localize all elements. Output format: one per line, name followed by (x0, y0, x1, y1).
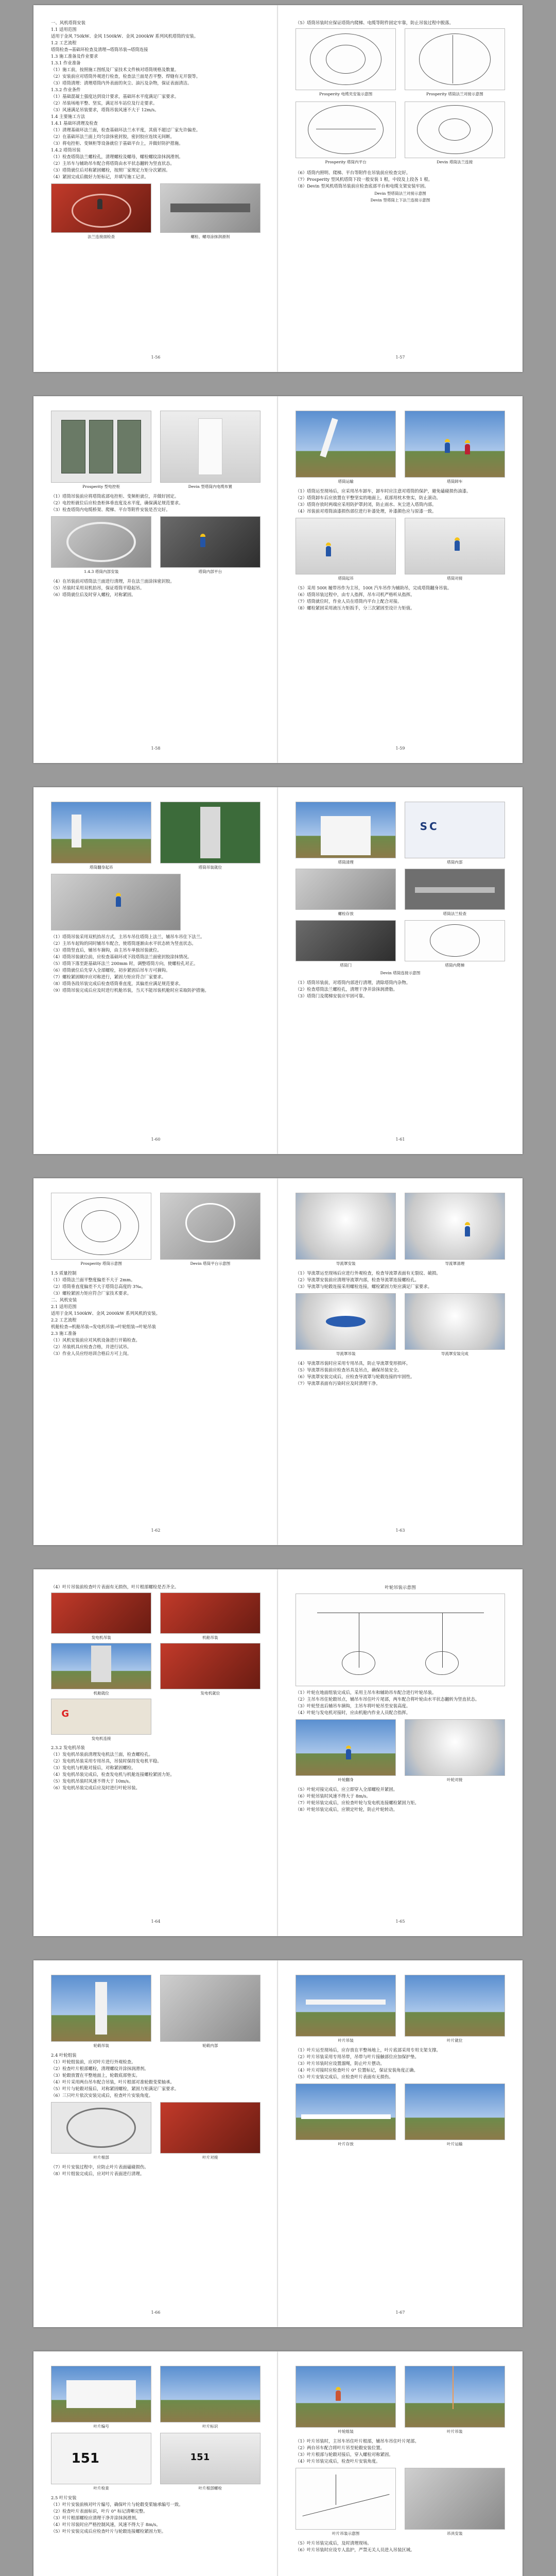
text-line: （6）塔筒吊装过程中，由专人指挥，吊车司机严格听从指挥。 (296, 591, 415, 597)
page-text (51, 578, 260, 598)
text-line: （3）叶片根部螺栓应清理干净并涂抹润滑剂。 (51, 2515, 140, 2520)
text-line: （3）叶片吊装时应设置溜绳，防止叶片摆动。 (296, 2060, 385, 2066)
text-line: （3）将电控柜、变频柜等设备就位于基础平台上，并做好防护措施。 (51, 141, 183, 146)
text-line: （6）塔筒就位后先穿入全部螺栓，初步紧固后吊车方可摘钩。 (51, 967, 170, 973)
text-line: （6）三只叶片依次安装完成后，检查叶片安装角度。 (51, 2092, 153, 2098)
text-line: （1）基础混凝土强度达到设计要求，基础环水平度满足厂家要求。 (51, 94, 179, 99)
document-page-9 (33, 1569, 278, 1936)
page-text (51, 1584, 260, 1590)
document-page-11 (33, 1960, 278, 2327)
text-line: （4）发电机吊装完成后，检查发电机与机舱连接螺栓紧固力矩。 (51, 1772, 175, 1777)
figure-caption: 叶片吊装 (447, 2429, 463, 2434)
text-line: 2.5 叶片安装 (51, 2495, 77, 2500)
text-line: （2）两台吊车配合将叶片吊至轮毂安装位置。 (296, 2445, 385, 2450)
text-line: （3）风速满足吊装要求，塔筒吊装风速不大于 12m/s。 (51, 107, 159, 113)
page-text (296, 1270, 505, 1290)
text-line: （1）发电机吊装前清理发电机法兰面，检查螺栓孔。 (51, 1752, 153, 1757)
text-line: （1）塔筒吊装前应将塔筒底部电控柜、变频柜就位，并做好固定。 (51, 493, 179, 499)
page-text (51, 493, 260, 513)
diagram-title: 叶轮吊装示意图 (385, 1585, 416, 1590)
text-line: （2）检查叶片根部螺栓，清理螺纹并涂抹润滑剂。 (51, 2065, 149, 2071)
photo-nose-cone-done (405, 1293, 505, 1350)
figure-caption: 发电机就位 (200, 1690, 220, 1696)
page-number: 1-59 (395, 745, 405, 751)
photo-hub-lift (51, 1975, 151, 2042)
photo-rotor-flip (296, 1719, 396, 1776)
page-text (51, 2164, 260, 2177)
figure-caption: 螺栓、螺母涂抹润滑剂 (190, 234, 230, 240)
photo-hub-interior (160, 1975, 260, 2042)
figure-caption: 发电机连接 (91, 1736, 111, 1741)
figure-caption: 塔筒内部平台 (198, 569, 222, 574)
page-text (51, 2052, 260, 2099)
text-line: （8）螺栓紧固采用液压力矩扳手，分三次紧固至设计力矩值。 (296, 605, 415, 611)
text-line: （3）叶轮竖直后辅吊车摘钩，主吊车将叶轮吊至安装高度。 (296, 1703, 411, 1709)
text-line: （2）吊装场地平整、坚实，满足吊车站位及行走要求。 (51, 100, 158, 106)
document-page-2 (278, 5, 523, 372)
text-line: （5）叶片安装完成后，应检查叶片表面有无损伤。 (296, 2074, 393, 2079)
document-page-4 (278, 396, 523, 763)
photo-nacelle-lift (160, 1592, 260, 1634)
figure-caption: Devin 塔筒平台示意图 (190, 1261, 231, 1266)
photo-rotor-assembly (296, 2366, 396, 2428)
text-line: （4）叶片采用两台吊车配合吊装，叶片根部对准轮毂变桨轴承。 (51, 2079, 175, 2084)
text-line: （1）施工前，按照施工图纸及厂家技术文件核对塔筒规格及数量。 (51, 67, 179, 73)
text-line: （8）塔筒各段吊装完成后检查塔筒垂直度，其偏差应满足规范要求。 (51, 980, 183, 986)
figure-caption: 叶片存放 (338, 2141, 354, 2146)
figure-caption: 塔筒运输 (338, 479, 354, 484)
text-line: （2）塔筒垂直度偏差不大于塔筒总高度的 3‰。 (51, 1283, 146, 1289)
text-line: （2）主吊车起钩的同时辅吊车配合，使塔筒逐渐由水平状态转为竖直状态。 (51, 940, 196, 946)
photo-cable-layout (160, 411, 260, 483)
photo-tower-lifting (296, 518, 396, 574)
text-line: （2）检查叶片表面标识，叶片 0° 标记清晰完整。 (51, 2508, 148, 2514)
figure-caption: Prosperity 塔筒法兰对接示意图 (426, 92, 483, 97)
text-line: 1.2 工艺流程 (51, 40, 77, 46)
photo-bolt-storage (296, 869, 396, 910)
text-line: （6）塔筒内照明、爬梯、平台等附件在吊装前应检查完好。 (296, 170, 411, 175)
page-text (51, 1270, 260, 1357)
figure-caption: Prosperity 电缆夹安装示意图 (319, 92, 373, 97)
figure-caption: 叶片对接 (202, 2155, 218, 2160)
page-number: 1-67 (395, 2310, 405, 2315)
photo-nose-cone (296, 1193, 396, 1260)
text-line: （2）检查塔筒法兰螺栓孔，清理干净并涂抹润滑脂。 (296, 987, 397, 992)
page-text (296, 1786, 505, 1813)
page-number: 1-64 (151, 1919, 161, 1924)
text-line: 1.4 主要施工方法 (51, 114, 85, 120)
text-line: （4）吊装前对塔筒油漆损伤部位进行补漆处理，补漆颜色应与原漆一致。 (296, 508, 437, 514)
page-text (296, 1689, 505, 1716)
document-page-7 (33, 1178, 278, 1545)
text-line: （2）导流罩安装前应清理导流罩内部，检查导流罩连接螺栓孔。 (296, 1277, 419, 1282)
figure-caption: 塔筒内部 (447, 860, 463, 865)
text-line: （6）叶轮吊装时风速不得大于 8m/s。 (296, 1793, 371, 1799)
text-line: 1.3.1 作业准备 (51, 60, 81, 66)
text-line: （4）导流罩吊装时应采用专用吊具，防止导流罩变形损坏。 (296, 1360, 411, 1366)
document-page-1 (33, 5, 278, 372)
text-line: （7）导流罩表面有污染时应及时清理干净。 (296, 1380, 380, 1386)
page-text (296, 2540, 505, 2553)
figure-caption: Prosperity 塔筒内平台 (325, 159, 367, 164)
photo-blade-marking (160, 2366, 260, 2422)
photo-rotor-docking (405, 1719, 505, 1776)
page-text (51, 2495, 260, 2535)
text-line: （1）叶片安装前核对叶片编号，确保叶片与轮毂变桨轴承编号一致。 (51, 2501, 183, 2507)
figure-caption: 塔筒卸车 (447, 479, 463, 484)
photo-flange-check (405, 869, 505, 910)
figure-caption: 叶片根部 (93, 2155, 109, 2160)
text-line: （8）叶轮吊装完成后，应锁定叶轮，防止叶轮转动。 (296, 1807, 397, 1812)
document-page-10 (278, 1569, 523, 1936)
photo-nose-cone-lift (296, 1293, 396, 1350)
figure-caption: Prosperity 型电控柜 (82, 484, 120, 489)
text-line: （1）塔筒吊装采用双机抬吊方式，主吊车吊住塔筒上法兰，辅吊车吊住下法兰。 (51, 934, 205, 939)
figure-caption: 叶片吊装 (338, 2038, 354, 2043)
text-line: （2）吊装机具应检查合格，并进行试吊。 (51, 1344, 132, 1349)
page-text (296, 2438, 505, 2465)
document-page-3 (33, 396, 278, 763)
figure-caption: 塔筒对接 (447, 575, 463, 581)
text-line: （2）叶片吊装采用专用吊带，吊带与叶片接触部位应加保护垫。 (296, 2054, 419, 2059)
photo-tower-flip (51, 802, 151, 863)
text-line: 适用于金风 750kW、金风 1500kW、金风 2000kW 系列风机塔筒的安装。 (51, 33, 199, 39)
text-line: （5）塔筒下落至距基础环法兰 200mm 时，调整塔筒方向，使螺栓孔对正。 (51, 960, 198, 966)
photo-bolt-lubrication (160, 183, 260, 233)
text-line: （1）检查塔筒法兰螺栓孔，清理螺栓及螺母，螺栓螺纹涂抹润滑剂。 (51, 154, 183, 160)
figure-note: Devin 型塔筒上下法兰连接示意图 (370, 198, 430, 203)
blade-number-stencil: 151 (71, 2451, 99, 2467)
figure-caption: 塔筒法兰检查 (443, 911, 467, 916)
text-line: （1）叶轮组装前，应对叶片进行外观检查。 (51, 2059, 136, 2064)
figure-caption: 导流罩清理 (445, 1261, 465, 1266)
figure-caption: 轮毂内部 (202, 2043, 218, 2048)
document-page-13 (33, 2351, 278, 2576)
photo-blade-transport (405, 2083, 505, 2140)
text-line: 1.3.2 作业条件 (51, 87, 81, 93)
text-line: （4）叶轮与发电机对接时，应由机舱内作业人员配合指挥。 (296, 1710, 411, 1716)
text-line: （1）导流罩运至现场后应进行外观检查，检查导流罩表面有无裂纹、破损。 (296, 1270, 441, 1276)
document-page-12 (278, 1960, 523, 2327)
figure-caption: 发电机吊装 (91, 1635, 111, 1640)
text-line: （3）塔筒清理：清理塔筒内外表面的灰尘、油污及杂物，保证表面清洁。 (51, 80, 192, 86)
text-line: （1）叶片吊装时，主吊车吊住叶片根部，辅吊车吊住叶片尾部。 (296, 2438, 419, 2444)
text-line: （5）采用 500t 履带吊作为主吊，100t 汽车吊作为辅助吊，完成塔筒翻身吊装。 (296, 585, 452, 590)
photo-tower-stencil: S C (405, 802, 505, 858)
figure-caption: 塔筒内爬梯 (445, 962, 465, 968)
photo-devin-platform (160, 1193, 260, 1260)
page-number: 1-66 (151, 2310, 161, 2315)
text-line: （2）塔筒卸车后应放置在平整坚实的地面上，底部用枕木垫实，防止滚动。 (296, 495, 441, 500)
text-line: 2.3 施工准备 (51, 1330, 77, 1336)
text-line: （3）叶片根部与轮毂对接后，穿入螺栓对称紧固。 (296, 2451, 393, 2457)
photo-tower-cleaning (296, 802, 396, 858)
diagram-flange-connection (405, 101, 505, 158)
figure-caption: 叶轮对接 (447, 1777, 463, 1783)
text-line: （2）主吊车与辅助吊车配合将塔筒由水平状态翻转为竖直状态。 (51, 161, 175, 166)
text-line: 2.2 工艺流程 (51, 1317, 77, 1323)
text-line: （5）发电机吊装时风速不得大于 10m/s。 (51, 1778, 133, 1784)
text-line: （3）轮毂放置在平整地面上，轮毂底部垫实。 (51, 2072, 140, 2078)
page-text (296, 170, 505, 204)
photo-nacelle-placed (51, 1643, 151, 1689)
text-line: 适用于金风 1500kW、金风 2000kW 系列风机的安装。 (51, 1310, 160, 1316)
text-line: （2）电控柜就位后应检查柜体垂直度及水平度，确保满足规范要求。 (51, 500, 183, 505)
figure-caption: 塔筒门 (340, 962, 352, 968)
text-line: （2）主吊车吊住轮毂吊点，辅吊车吊住叶片尾部，两车配合将叶轮由水平状态翻转为竖直状态。 (296, 1697, 480, 1702)
figure-caption: 导流罩吊装 (336, 1351, 356, 1356)
text-line: （1）塔筒运至现场后，应采用吊车卸车，卸车时应注意对塔筒的保护，避免磕碰损伤油漆。 (296, 488, 471, 494)
text-line: （7）螺栓紧固顺序应对称进行，紧固力矩应符合厂家要求。 (51, 974, 166, 979)
page-text (296, 2047, 505, 2080)
photo-generator-lift (51, 1592, 151, 1634)
text-line: （3）塔筒就位后对称紧固螺栓，按照厂家规定力矩分次紧固。 (51, 167, 170, 173)
photo-generator-placed (160, 1643, 260, 1689)
text-line: （3）螺栓紧固力矩应符合厂家技术要求。 (51, 1290, 132, 1296)
text-line: 一、风机塔筒安装 (51, 20, 85, 25)
text-line: （9）塔筒吊装完成后应及时进行机舱吊装，当天不能吊装机舱时应采取防护措施。 (51, 987, 209, 993)
document-page-6 (278, 787, 523, 1154)
diagram-ladder (405, 920, 505, 961)
page-text (296, 585, 505, 612)
text-line: （5）叶轮对接完成后，应立即穿入全部螺栓并紧固。 (296, 1787, 397, 1792)
text-line: 2.4 叶轮组装 (51, 2052, 77, 2058)
text-line: （3）塔筒竖直后，辅吊车摘钩，由主吊车单独吊装就位。 (51, 947, 162, 953)
text-line: （5）叶片吊装完成后，及时清理现场。 (296, 2540, 372, 2546)
figure-caption: 塔筒吊装就位 (198, 865, 222, 870)
photo-tower-docking (405, 518, 505, 574)
figure-caption: Prosperity 塔筒示意图 (80, 1261, 122, 1266)
diagram-blade-lift (296, 2468, 396, 2530)
text-line: 2.3.2 发电机吊装 (51, 1745, 85, 1751)
photo-blade-docking (160, 2102, 260, 2154)
photo-tower-transport (296, 411, 396, 478)
text-line: （5）塔筒吊装时应保证塔筒内爬梯、电缆等附件固定牢靠，防止吊装过程中脱落。 (296, 20, 454, 25)
text-line: （4）紧固完成后做好力矩标记，并填写施工记录。 (51, 174, 149, 180)
text-line: （4）叶片吊装完成后，检查叶片安装角度。 (296, 2458, 380, 2464)
text-line: （1）叶片运至现场后，应存放在平整场地上，叶片底部采用专用支架支撑。 (296, 2047, 441, 2053)
text-line: （5）叶片安装完成后应检查叶片与轮毂连接螺栓紧固力矩。 (51, 2528, 166, 2534)
photo-blade-root-bolts (160, 2433, 260, 2484)
text-line: （2）安装前应对塔筒外观进行检查，检查法兰面是否平整、焊缝有无开裂等。 (51, 74, 201, 79)
page-number: 1-60 (151, 1137, 161, 1142)
diagram-platform (296, 101, 396, 158)
text-line: （3）检查塔筒内电缆桥架、爬梯、平台等附件安装是否完好。 (51, 506, 170, 512)
text-line: （7）塔筒就位时，作业人员在塔筒内平台上配合对接。 (296, 598, 402, 604)
photo-tower-platform (160, 516, 260, 568)
photo-tower-section (51, 874, 181, 930)
photo-rigging (405, 2468, 505, 2530)
page-text (296, 20, 505, 26)
text-line: （4）在吊装前对塔筒法兰面进行清理，并在法兰面涂抹密封胶。 (51, 578, 175, 584)
page-text (296, 488, 505, 515)
page-number: 1-65 (395, 1919, 405, 1924)
photo-tower-interior (51, 516, 151, 568)
text-line: （5）叶片与轮毂对接后，对称紧固螺栓，紧固力矩满足厂家要求。 (51, 2086, 179, 2091)
figure-caption: Devin 塔筒连接示意图 (380, 971, 421, 976)
text-line: （2）发电机吊装采用专用吊具，吊装时保持发电机平稳。 (51, 1758, 162, 1764)
page-text (296, 979, 505, 999)
figure-caption: 导流罩安装 (336, 1261, 356, 1266)
text-line: 2.1 适用范围 (51, 1303, 77, 1309)
photo-tower-unloading (405, 411, 505, 478)
text-line: （4）叶片对接时应检查叶片 0° 位置标记，保证安装角度正确。 (296, 2067, 418, 2073)
photo-blade-number (51, 2366, 151, 2422)
text-line: （2）在基础环法兰面上均匀涂抹密封胶，密封胶应连续无间断。 (51, 134, 175, 140)
text-line: （6）叶片吊装时应设专人监护，严禁无关人员进入吊装区域。 (296, 2547, 415, 2552)
photo-generator-connection: G (51, 1699, 151, 1735)
figure-note: Devin 型塔筒法兰对接示意图 (374, 191, 426, 196)
figure-caption: 叶片根部螺栓 (198, 2485, 222, 2490)
photo-blade-hoisting (405, 2366, 505, 2428)
text-line: 1.5 质量控制 (51, 1270, 77, 1276)
page-text (51, 934, 260, 994)
photo-nose-cone-clean (405, 1193, 505, 1260)
page-text (296, 1360, 505, 1387)
text-line: （1）塔筒吊装前，对塔筒内部进行清理，清除塔筒内杂物。 (296, 980, 411, 986)
diagram-rotor-lift (296, 1594, 505, 1686)
text-line: （1）清理基础环法兰面，检查基础环法兰水平度，其值不超过厂家允许偏差。 (51, 127, 201, 133)
figure-caption: 吊具安装 (447, 2531, 463, 2536)
document-page-5 (33, 787, 278, 1154)
photo-tower-installed (160, 802, 260, 863)
page-text (51, 1744, 260, 1791)
text-line: 塔筒检查→基础环检查及清理→塔筒吊装→塔筒连接 (51, 47, 148, 53)
figure-caption: 叶轮翻身 (338, 1777, 354, 1783)
photo-blade-storage (296, 2083, 396, 2140)
text-line: （1）叶轮在地面组装完成后，采用主吊车和辅助吊车配合进行叶轮吊装。 (296, 1690, 437, 1696)
text-line: （6）导流罩安装完成后，应检查导流罩与轮毂连接的牢固性。 (296, 1374, 415, 1379)
page-number: 1-62 (151, 1528, 161, 1533)
text-line: （6）塔筒就位后及时穿入螺栓，对称紧固。 (51, 591, 136, 597)
figure-caption: 轮毂吊装 (93, 2043, 109, 2048)
page-number: 1-61 (395, 1137, 405, 1142)
text-line: （3）发电机与机舱对接后，对称紧固螺栓。 (51, 1765, 136, 1771)
figure-caption: 叶轮组装 (338, 2429, 354, 2434)
text-line: （4）叶片吊装时应严格控制风速，风速不得大于 8m/s。 (51, 2521, 161, 2527)
photo-control-cabinet (51, 411, 151, 483)
figure-caption: 导流罩安装完成 (441, 1351, 468, 1356)
figure-caption: 塔筒起吊 (338, 575, 354, 581)
text-line: 1.3 施工准备及作业要求 (51, 54, 98, 59)
diagram-flange-join (405, 28, 505, 90)
page-text (51, 20, 260, 180)
text-line: 1.4.1 基础环清理及检查 (51, 121, 98, 126)
figure-caption: 叶片运输 (447, 2141, 463, 2146)
figure-caption: 叶片吊装示意图 (332, 2531, 360, 2536)
text-line: （3）塔筒存放时两端应采用防护罩封闭，防止雨水、灰尘进入塔筒内部。 (296, 501, 437, 507)
figure-caption: 叶片检查 (93, 2485, 109, 2490)
text-line: （6）发电机吊装完成后应及时进行叶轮吊装。 (51, 1785, 140, 1791)
text-line: （3）塔筒门及爬梯安装应牢固可靠。 (296, 993, 368, 999)
photo-blade-placed (405, 1975, 505, 2037)
figure-caption: 塔筒清理 (338, 860, 354, 865)
figure-caption: 机舱就位 (93, 1690, 109, 1696)
figure-caption: Devin 塔筒法兰连接 (437, 159, 473, 164)
photo-flange-inspection (51, 183, 151, 233)
document-page-14 (278, 2351, 523, 2576)
text-line: （3）导流罩与轮毂连接采用螺栓连接，螺栓紧固力矩应满足厂家要求。 (296, 1283, 432, 1289)
text-line: （1）塔筒法兰面平整度偏差不大于 2mm。 (51, 1277, 135, 1282)
diagram-cable-clamp (296, 28, 396, 90)
text-line: （1）风机安装前应对风机设备进行开箱检查。 (51, 1337, 140, 1343)
text-line: 1.1 适用范围 (51, 27, 77, 32)
text-line: （5）吊装时采用双机抬吊，保证塔筒平稳起吊。 (51, 585, 145, 590)
figure-caption: 螺栓存放 (338, 911, 354, 916)
figure-caption: 塔筒翻身起吊 (89, 865, 113, 870)
page-number: 1-58 (151, 745, 161, 751)
text-line: （8）Devin 型风机塔筒吊装前应检查底部平台和电缆支架安装牢固。 (296, 183, 429, 189)
text-line: 1.4.2 塔筒吊装 (51, 147, 81, 153)
figure-caption: 1.4.3 塔筒内部安装 (84, 569, 119, 574)
text-line: （8）叶片组装完成后，应对叶片表面进行清理。 (51, 2171, 145, 2176)
figure-caption: 叶片标识 (202, 2424, 218, 2429)
diagram-prosperity-tower (51, 1193, 151, 1260)
text-line: （5）导流罩吊装前应检查吊具及吊点，确保吊装安全。 (296, 1367, 402, 1372)
figure-caption: 叶片编号 (93, 2424, 109, 2429)
page-number: 1-57 (395, 354, 405, 360)
page-number: 1-56 (151, 354, 161, 360)
figure-caption: 叶片就位 (447, 2038, 463, 2043)
document-page-8 (278, 1178, 523, 1545)
photo-blade-root (51, 2102, 151, 2154)
text-line: 机舱检查→机舱吊装→发电机吊装→叶轮组装→叶轮吊装 (51, 1324, 156, 1329)
photo-tower-door (296, 920, 396, 961)
text-line: （4）塔筒吊装就位前，应检查基础环或下段塔筒法兰面密封胶涂抹情况。 (51, 954, 192, 959)
figure-caption: 法兰连接面检查 (88, 234, 115, 240)
figure-caption: Devin 型塔筒内电缆布置 (188, 484, 232, 489)
page-number: 1-63 (395, 1528, 405, 1533)
text-line: （7）叶轮吊装完成后，应检查叶轮与发电机连接螺栓紧固力矩。 (296, 1800, 419, 1806)
text-line: （7）Prosperity 型风机塔筒下段一般安装 1 根，中段及上段各 1 根。 (296, 176, 432, 182)
photo-blade-lift (296, 1975, 396, 2037)
text-line: 二、风机安装 (51, 1297, 77, 1302)
text-line: （7）叶片安装过程中，应防止叶片表面磕碰损伤。 (51, 2164, 149, 2170)
text-line: （3）作业人员应经培训合格后方可上岗。 (51, 1350, 132, 1356)
photo-blade-check (51, 2433, 151, 2484)
blade-number-stencil: 151 (190, 2452, 210, 2463)
text-line: （4）叶片吊装前检查叶片表面有无损伤，叶片根部螺栓是否齐全。 (51, 1584, 179, 1589)
figure-caption: 机舱吊装 (202, 1635, 218, 1640)
